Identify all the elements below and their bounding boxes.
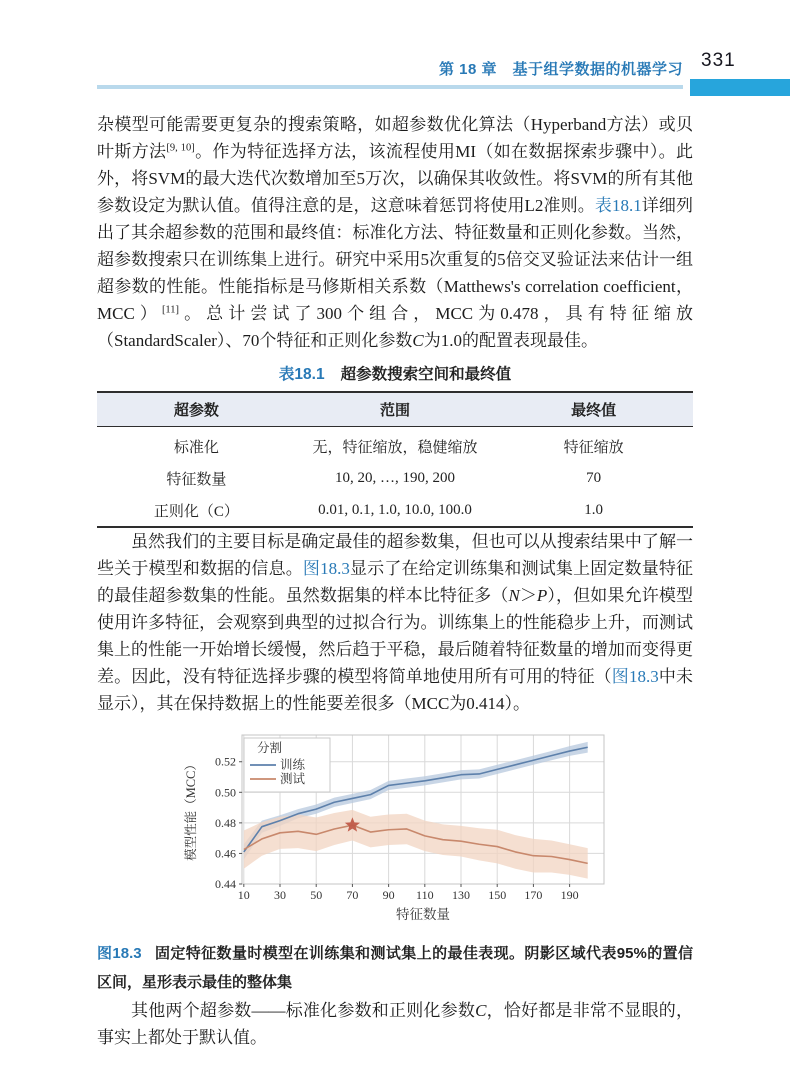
text-run: 显示了在给定训练集和测试集上固定数量特征的最佳超参数集的性能。虽然数据集的样本比特征多（ — [97, 559, 694, 605]
text-run: 。总计尝试了300个组合，MCC为0.478，具有特征缩放（StandardScaler）、70个特征和正则化参数 — [97, 304, 694, 350]
table-cell: 1.0 — [584, 502, 604, 518]
paragraph-other-hyperparameters — [97, 997, 693, 1051]
figure-caption-label: 图18.3 — [97, 945, 142, 962]
table-header-cell: 超参数 — [97, 392, 296, 427]
paragraph-hyperparameter-search — [97, 111, 693, 354]
table-row — [97, 427, 693, 463]
table-cell: 特征缩放 — [563, 440, 624, 456]
table-header-row — [97, 392, 693, 427]
text-run: 虽然我们的主要目标是确定最佳的超参数集，但也可以从搜索结果中了解一些关于模型和数据的信息。 — [97, 532, 693, 578]
text-run: [11] — [161, 304, 180, 316]
legend-title: 分割 — [257, 741, 283, 755]
paragraph-search-results — [97, 528, 693, 717]
table-cell: 正则化（C） — [153, 504, 239, 520]
text-run: C — [412, 331, 424, 350]
legend-entry-label: 训练 — [280, 758, 306, 772]
text-run: P — [536, 586, 548, 605]
inline-reference: 表18.1 — [594, 196, 642, 215]
table-cell: 70 — [586, 470, 602, 486]
table-header-cell: 范围 — [296, 392, 495, 427]
text-run: ，恰好都是非常不显眼的，事实上都处于默认值。 — [97, 1001, 694, 1047]
x-tick-label: 130 — [452, 888, 471, 902]
page-number-tab — [690, 79, 790, 96]
figure-18-3 — [97, 729, 693, 997]
x-tick-label: 70 — [346, 888, 359, 902]
inline-reference: 图18.3 — [611, 667, 659, 686]
chapter-title: 第 18 章 基于组学数据的机器学习 — [438, 61, 683, 78]
x-tick-label: 190 — [560, 888, 579, 902]
page-content — [97, 111, 693, 1051]
figure-caption — [97, 939, 693, 997]
y-tick-label: 0.46 — [215, 846, 236, 861]
x-axis-title: 特征数量 — [396, 907, 450, 922]
text-run: ），但如果允许模型使用许多特征，会观察到典型的过拟合行为。训练集上的性能稳步上升，而测试集上的性能一开始增长缓慢，然后趋于平稳，最后随着特征数量的增加而变得更差。因此，没有特征选择步骤的模型将简单地使用所有可用的特征（ — [97, 586, 694, 686]
y-tick-label: 0.50 — [215, 785, 236, 800]
table-cell: 10, 20, …, 190, 200 — [334, 470, 455, 486]
header-rule — [97, 85, 683, 89]
performance-line-chart — [180, 729, 610, 925]
x-tick-label: 10 — [237, 888, 250, 902]
text-run: 其他两个超参数——标准化参数和正则化参数 — [131, 1001, 476, 1020]
text-run: N — [508, 586, 520, 605]
inline-reference: 图18.3 — [302, 559, 350, 578]
text-run: ＞ — [519, 586, 537, 605]
x-tick-label: 150 — [488, 888, 507, 902]
x-tick-label: 90 — [382, 888, 395, 902]
text-run: C — [475, 1001, 487, 1020]
x-tick-label: 110 — [416, 888, 434, 902]
hyperparameter-table — [97, 391, 693, 528]
x-tick-label: 170 — [524, 888, 543, 902]
y-axis-title: 模型性能（MCC） — [184, 758, 198, 861]
text-run: 中未显示），其在保持数据上的性能要差很多（MCC为0.414）。 — [97, 667, 694, 713]
y-tick-label: 0.44 — [215, 877, 236, 891]
table-cell: 特征数量 — [166, 472, 227, 488]
page-number: 331 — [701, 50, 736, 71]
x-tick-label: 50 — [310, 888, 323, 902]
text-run: [9, 10] — [166, 142, 195, 154]
legend-entry-label: 测试 — [280, 772, 306, 786]
table-cell: 无，特征缩放，稳健缩放 — [312, 440, 478, 456]
table-cell: 标准化 — [173, 440, 219, 456]
table-title — [97, 362, 693, 384]
table-row — [97, 462, 693, 494]
y-tick-label: 0.52 — [215, 754, 236, 769]
figure-caption-text: 固定特征数量时模型在训练集和测试集上的最佳表现。阴影区域代表95%的置信区间，星形表示最佳的整体集 — [97, 945, 693, 991]
table-cell: 0.01, 0.1, 1.0, 10.0, 100.0 — [318, 502, 472, 518]
text-run: 。作为特征选择方法，该流程使用MI（如在数据探索步骤中）。此外，将SVM的最大迭代次数增加至5万次，以确保其收敛性。将SVM的所有其他参数设定为默认值。值得注意的是，这意味着惩罚将使用L2准则。 — [97, 142, 694, 215]
text-run: 为1.0的配置表现最佳。 — [423, 331, 598, 350]
text-run: 杂模型可能需要更复杂的搜索策略，如超参数优化算法（Hyperband方法）或贝叶斯方法 — [97, 115, 693, 161]
x-tick-label: 30 — [274, 888, 287, 902]
table-label: 表18.1 — [278, 366, 325, 383]
table-header-cell: 最终值 — [494, 392, 693, 427]
table-body — [97, 427, 693, 528]
y-tick-label: 0.48 — [215, 815, 236, 830]
table-title-text: 超参数搜索空间和最终值 — [340, 366, 512, 383]
text-run: 详细列出了其余超参数的范围和最终值：标准化方法、特征数量和正则化参数。当然，超参数搜索只在训练集上进行。研究中采用5次重复的5倍交叉验证法来估计一组超参数的性能。性能指标是马修斯相关系数（Matthews's correlation coefficient，MCC） — [97, 196, 694, 323]
table-row — [97, 494, 693, 527]
